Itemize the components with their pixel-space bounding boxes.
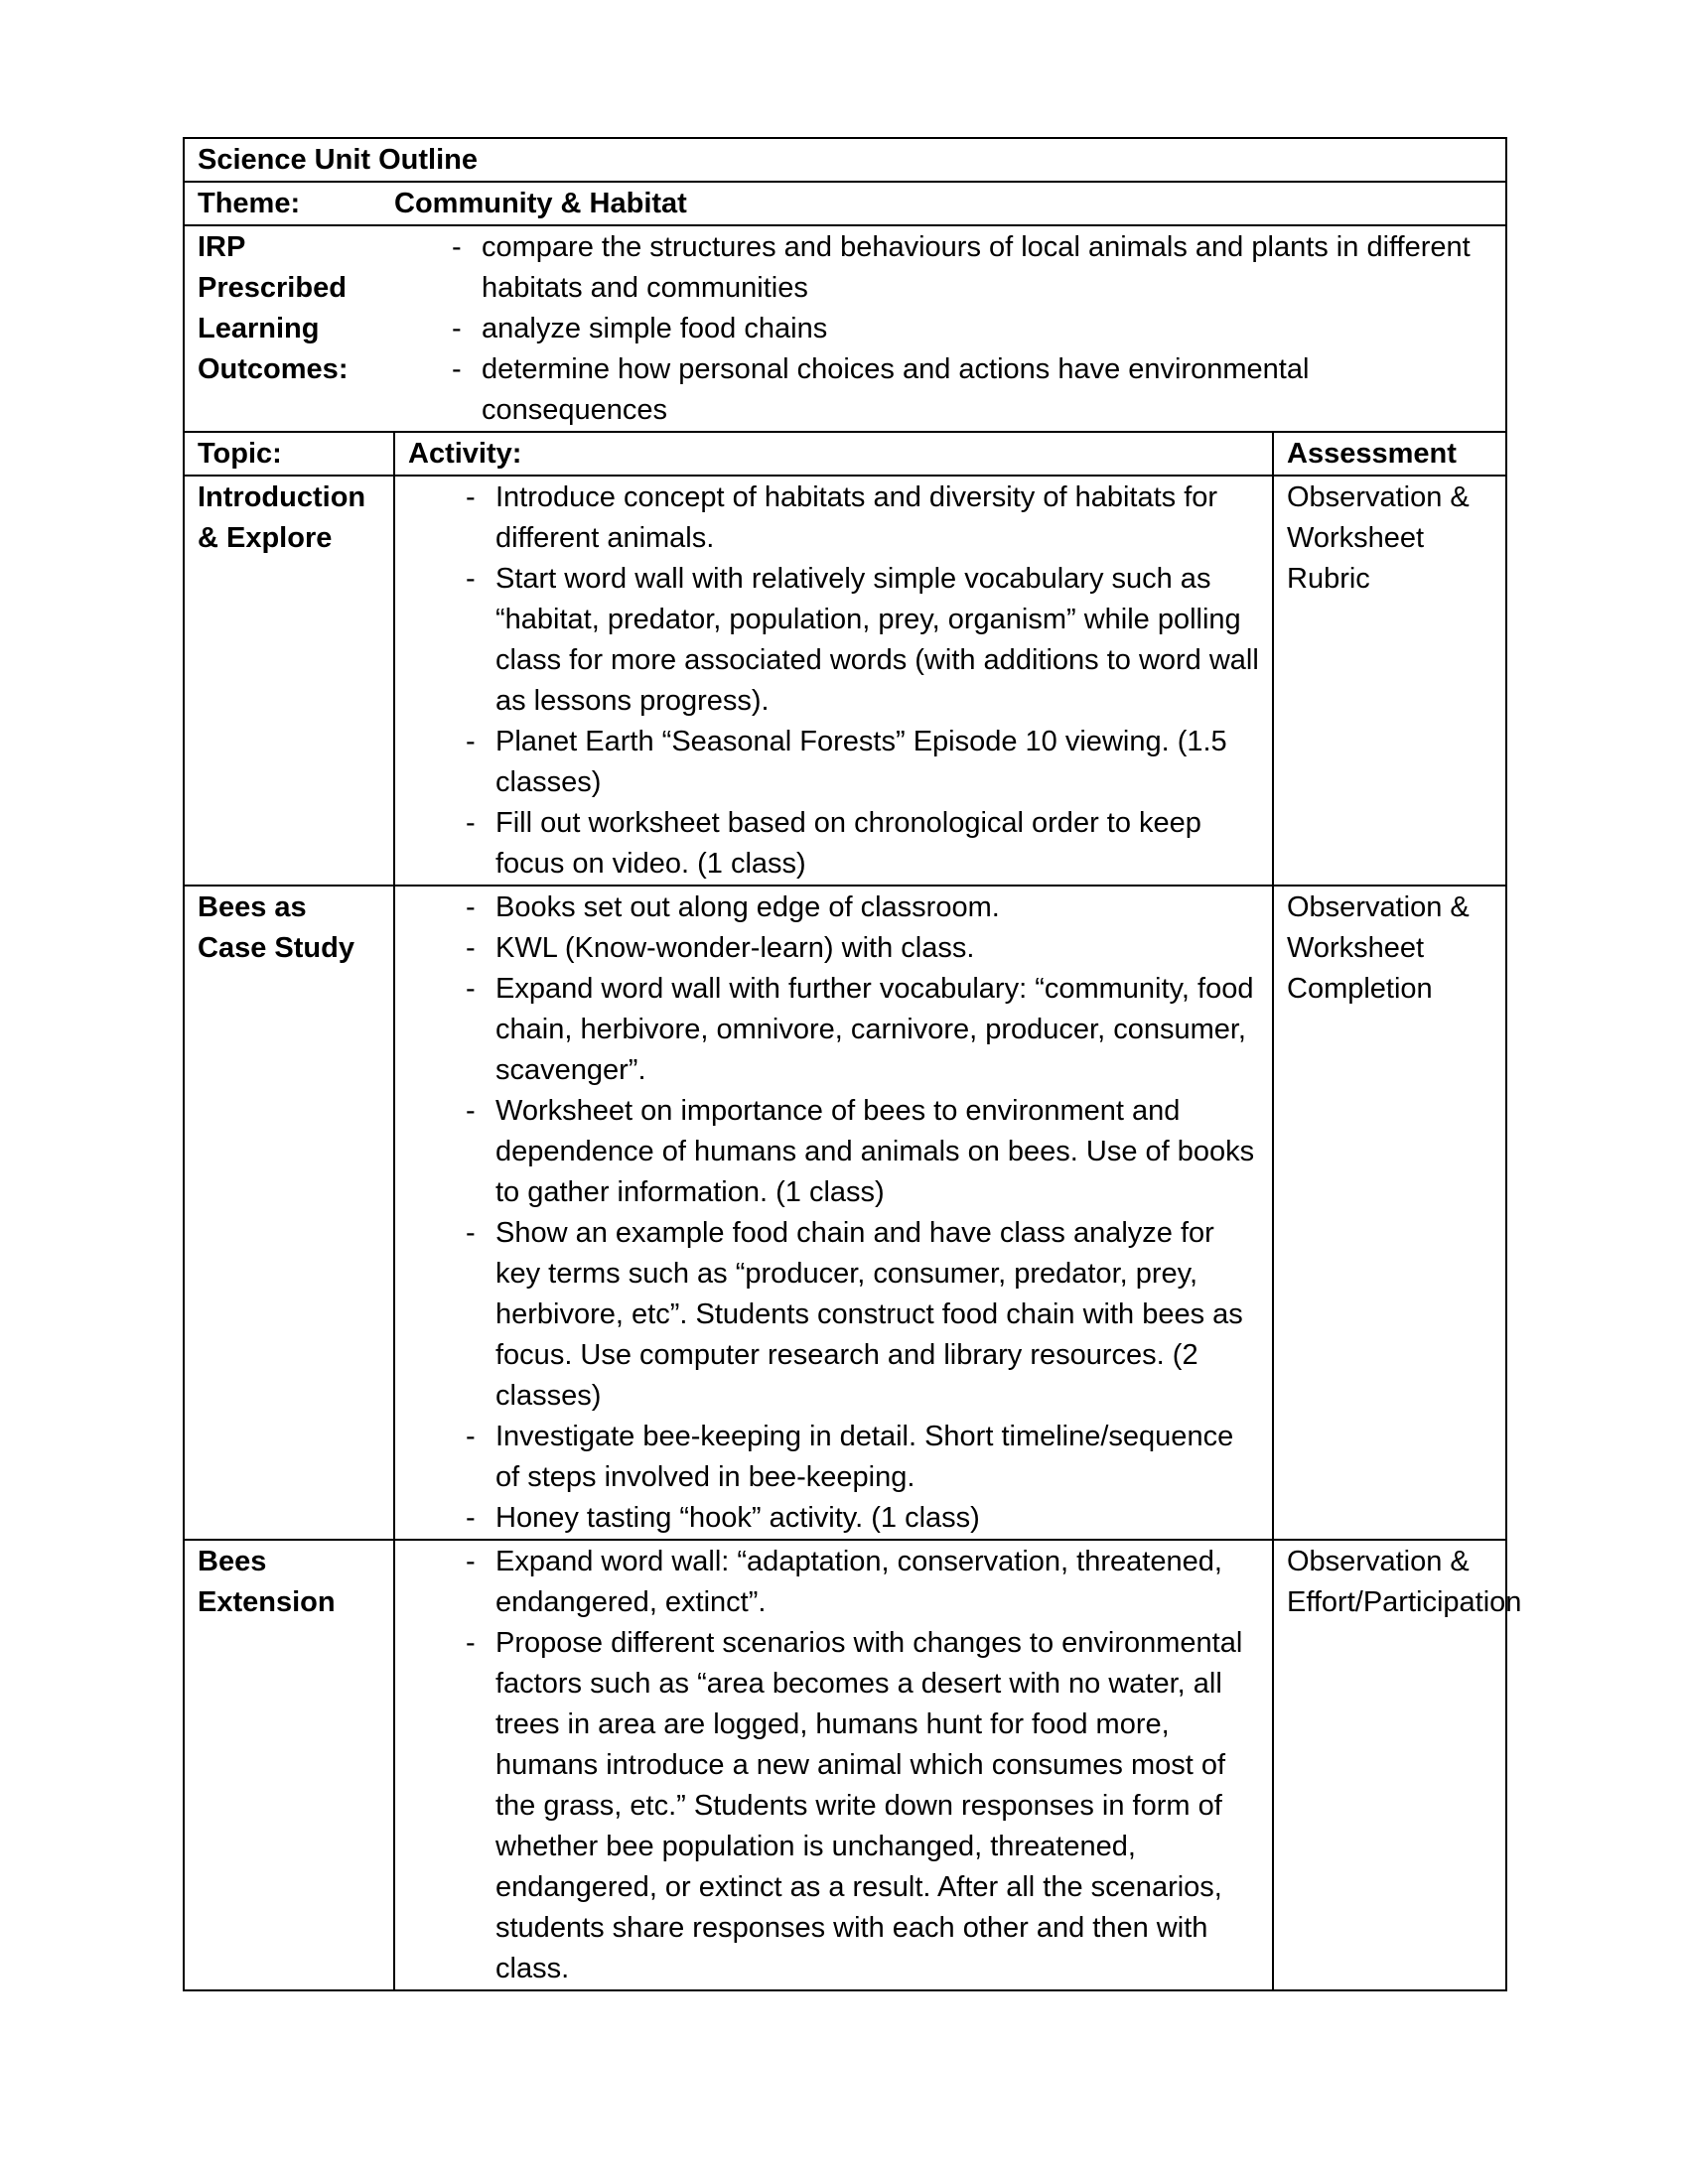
dash-bullet: - [452, 353, 462, 385]
assessment-header: Assessment [1273, 432, 1506, 476]
dash-bullet: - [466, 1546, 476, 1577]
theme-cell [184, 182, 1506, 225]
irp-outcome-text: analyze simple food chains [482, 313, 828, 344]
activity-text: KWL (Know-wonder-learn) with class. [495, 932, 975, 964]
irp-outcome-item [382, 349, 1492, 431]
dash-bullet: - [466, 481, 476, 513]
assessment-cell: Observation & Worksheet Completion [1273, 886, 1506, 1540]
irp-label-line: Prescribed [198, 272, 347, 304]
dash-bullet: - [466, 1502, 476, 1534]
activity-list [408, 478, 1259, 885]
list-item [408, 1417, 1259, 1498]
irp-label-line: Outcomes: [198, 353, 349, 385]
irp-label-line: IRP [198, 231, 246, 263]
irp-label-line: Learning [198, 313, 320, 344]
activity-text: Expand word wall with further vocabulary: “community, food chain, herbivore, omnivore, carnivore, producer, consumer, scavenger”. [495, 973, 1254, 1086]
activity-text: Show an example food chain and have class analyze for key terms such as “producer, consumer, predator, prey, herbivore, etc”. Students construct food chain with bees as focus. Use computer research and library resources. (2 classes) [495, 1217, 1243, 1412]
dash-bullet: - [466, 1627, 476, 1659]
topic-cell: Introduction & Explore [184, 476, 394, 886]
assessment-cell: Observation & Effort/Participation [1273, 1540, 1506, 1990]
irp-outcome-item [382, 309, 1492, 349]
activity-header: Activity: [394, 432, 1273, 476]
dash-bullet: - [466, 1095, 476, 1127]
theme-row [184, 182, 1506, 225]
list-item [408, 1498, 1259, 1539]
dash-bullet: - [452, 231, 462, 263]
table-row [184, 1540, 1506, 1990]
irp-outcomes [382, 227, 1492, 431]
irp-outcome-text: determine how personal choices and actions have environmental consequences [482, 353, 1310, 426]
outline-title-text: Science Unit Outline [198, 144, 478, 176]
dash-bullet: - [466, 726, 476, 757]
topic-cell: Bees Extension [184, 1540, 394, 1990]
activity-text: Fill out worksheet based on chronological order to keep focus on video. (1 class) [495, 807, 1201, 880]
activity-text: Investigate bee-keeping in detail. Short timeline/sequence of steps involved in bee-keeping. [495, 1421, 1234, 1493]
dash-bullet: - [466, 891, 476, 923]
activity-list [408, 887, 1259, 1539]
list-item [408, 928, 1259, 969]
table-row [184, 886, 1506, 1540]
list-item [408, 803, 1259, 885]
topic-cell: Bees as Case Study [184, 886, 394, 1540]
activity-cell [394, 476, 1273, 886]
irp-outcome-text: compare the structures and behaviours of local animals and plants in different habitats and communities [482, 231, 1471, 304]
irp-label [198, 227, 382, 431]
activity-text: Planet Earth “Seasonal Forests” Episode 10 viewing. (1.5 classes) [495, 726, 1227, 798]
irp-row [184, 225, 1506, 432]
dash-bullet: - [452, 313, 462, 344]
list-item [408, 1091, 1259, 1213]
activity-text: Propose different scenarios with changes to environmental factors such as “area becomes a desert with no water, all trees in area are logged, humans hunt for food more, humans introduce a new animal which consumes most of the grass, etc.” Students write down responses in form of whether bee population is unchanged, threatened, endangered, or extinct as a result. After all the scenarios, students share responses with each other and then with class. [495, 1627, 1243, 1984]
list-item [408, 478, 1259, 559]
list-item [408, 1213, 1259, 1417]
assessment-cell: Observation & Worksheet Rubric [1273, 476, 1506, 886]
dash-bullet: - [466, 563, 476, 595]
irp-outcomes-list [382, 227, 1492, 431]
header-row [184, 432, 1506, 476]
activity-text: Expand word wall: “adaptation, conservation, threatened, endangered, extinct”. [495, 1546, 1222, 1618]
title-row [184, 138, 1506, 182]
outline-title [184, 138, 1506, 182]
dash-bullet: - [466, 973, 476, 1005]
dash-bullet: - [466, 932, 476, 964]
list-item [408, 559, 1259, 722]
dash-bullet: - [466, 807, 476, 839]
science-unit-outline-table [183, 137, 1522, 1991]
list-item [408, 1623, 1259, 1989]
list-item [408, 887, 1259, 928]
activity-list [408, 1542, 1259, 1989]
table-row [184, 476, 1506, 886]
theme-label: Theme: [198, 188, 301, 219]
activity-text: Worksheet on importance of bees to environment and dependence of humans and animals on bees. Use of books to gather information. (1 class) [495, 1095, 1255, 1208]
list-item [408, 969, 1259, 1091]
activity-text: Honey tasting “hook” activity. (1 class) [495, 1502, 980, 1534]
list-item [408, 1542, 1259, 1623]
irp-cell [184, 225, 1506, 432]
topic-header: Topic: [184, 432, 394, 476]
activity-text: Start word wall with relatively simple vocabulary such as “habitat, predator, population, prey, organism” while polling class for more associated words (with additions to word wall as lessons progress). [495, 563, 1259, 717]
activity-text: Books set out along edge of classroom. [495, 891, 1000, 923]
list-item [408, 722, 1259, 803]
dash-bullet: - [466, 1421, 476, 1452]
activity-text: Introduce concept of habitats and diversity of habitats for different animals. [495, 481, 1218, 554]
theme-value: Community & Habitat [394, 188, 687, 219]
activity-cell [394, 1540, 1273, 1990]
dash-bullet: - [466, 1217, 476, 1249]
irp-outcome-item [382, 227, 1492, 309]
activity-cell [394, 886, 1273, 1540]
